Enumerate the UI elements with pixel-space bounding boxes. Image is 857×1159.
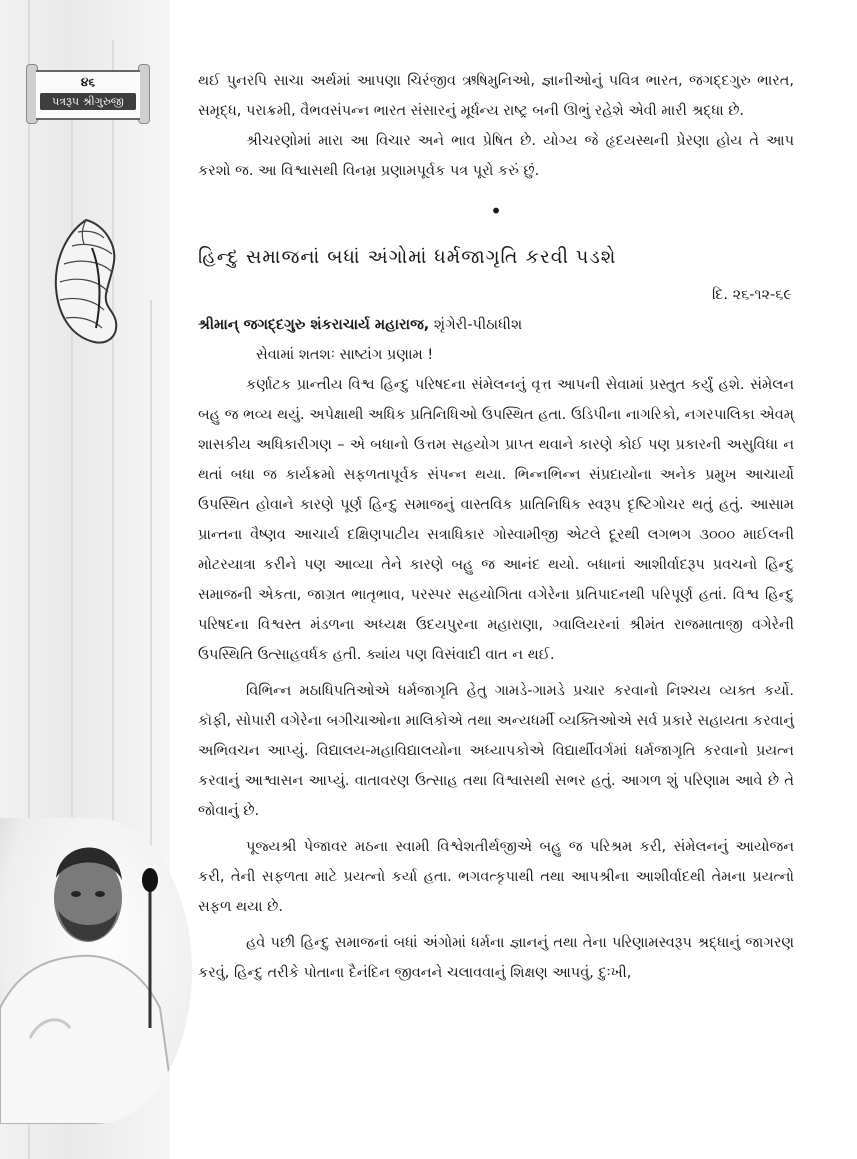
addressee-seat: શૃંગેરી-પીઠાધીશ	[429, 317, 523, 333]
letter-addressee	[198, 310, 794, 340]
page-number: ૪૬	[80, 75, 96, 89]
paragraph: શ્રીચરણોમાં મારા આ વિચાર અને ભાવ પ્રેષિત છે. યોગ્ય જે હૃદયસ્થની પ્રેરણા હોય તે આપ કરશો જ. આ વિશ્વાસથી વિનમ્ર પ્રણામપૂર્વક પત્ર પૂરો કરું છું.	[198, 133, 794, 179]
paragraph: વિભિન્ન મઠાધિપતિઓએ ધર્મજાગૃતિ હેતુ ગામડે-ગામડે પ્રચાર કરવાનો નિશ્ચય વ્યક્ત કર્યો. કૉફી, સોપારી વગેરેના બગીચાઓના માલિકોએ તથા અન્યધર્મી વ્યક્તિઓએ સર્વ પ્રકારે સહાયતા કરવાનું અભિવચન આપ્યું. વિદ્યાલય-મહાવિદ્યાલયોના અધ્યાપકોએ વિદ્યાર્થીવર્ગમાં ધર્મજાગૃતિ કરવાનો પ્રયત્ન કરવાનું આશ્વાસન આપ્યું. વાતાવરણ ઉત્સાહ તથા વિશ્વાસથી સભર હતું. આગળ શું પરિણામ આવે છે તે જોવાનું છે.	[198, 683, 794, 819]
conch-shell-icon	[48, 218, 126, 346]
page-label-scroll	[26, 64, 150, 122]
book-title: પત્રરૂપ શ્રીગુરુજી	[40, 93, 136, 110]
addressee-name: શ્રીમાન્ જગદ્દગુરુ શંકરાચાર્ય મહારાજ,	[198, 317, 430, 333]
paragraph: કર્ણાટક પ્રાન્તીય વિશ્વ હિન્દુ પરિષદના સંમેલનનું વૃત્ત આપની સેવામાં પ્રસ્તુત કર્યું હશે. સંમેલન બહુ જ ભવ્ય થયું. અપેક્ષાથી અધિક પ્રતિનિધિઓ ઉપસ્થિત હતા. ઉડિપીના નાગરિકો, નગરપાલિકા એવમ્ શાસકીય અધિકારીગણ – એ બધાનો ઉત્તમ સહયોગ પ્રાપ્ત થવાને કારણે કોઈ પણ પ્રકારની અસુવિધા ન થતાં બધા જ કાર્યક્રમો સફળતાપૂર્વક સંપન્ન થયા. ભિન્નભિન્ન સંપ્રદાયોના અનેક પ્રમુખ આચાર્યો ઉપસ્થિત હોવાને કારણે પૂર્ણ હિન્દુ સમાજનું વાસ્તવિક પ્રાતિનિધિક સ્વરૂપ દૃષ્ટિગોચર થતું હતું. આસામ પ્રાન્તના વૈષ્ણવ આચાર્ય દક્ષિણપાટીય સત્રાધિકાર ગોસ્વામીજી એટલે દૂરથી લગભગ ૩૦૦૦ માઈલની મોટરયાત્રા કરીને પણ આવ્યા તેને કારણે બહુ જ આનંદ થયો. બધાનાં આશીર્વાદરૂપ પ્રવચનો હિન્દુ સમાજની એકતા, જાગ્રત ભાતૃભાવ, પરસ્પર સહયોગિતા વગેરેના પ્રતિપાદનથી પરિપૂર્ણ હતાં. વિશ્વ હિન્દુ પરિષદના વિશ્વસ્ત મંડળના અધ્યક્ષ ઉદયપુરના મહારાણા, ગ્વાલિયરનાં શ્રીમંત રાજમાતાજી વગેરેની ઉપસ્થિતિ ઉત્સાહવર્ધક હતી. ક્યાંય પણ વિસંવાદી વાત ન થઈ.	[198, 377, 794, 663]
page-content	[198, 66, 794, 988]
paragraph: થઈ પુનરપિ સાચા અર્થમાં આપણા ચિરંજીવ ઋષિમુનિઓ, જ્ઞાનીઓનું પવિત્ર ભારત, જગદ્દગુરુ ભારત, સમૃદ્ધ, પરાક્રમી, વૈભવસંપન્ન ભારત સંસારનું મૂર્ધન્ય રાષ્ટ્ર બની ઊભું રહેશે એવી મારી શ્રદ્ધા છે.	[198, 73, 794, 119]
paragraph: પૂજ્યશ્રી પેજાવર મઠના સ્વામી વિશ્વેશતીર્થજીએ બહુ જ પરિશ્રમ કરી, સંમેલનનું આયોજન કરી, તેની સફળતા માટે પ્રયત્નો કર્યા હતા. ભગવત્કૃપાથી તથા આપશ્રીના આશીર્વાદથી તેમના પ્રયત્નો સફળ થયા છે.	[198, 839, 794, 915]
letter-date: દિ. ૨૬-૧૨-૬૯	[711, 287, 792, 303]
speaker-photo	[0, 818, 192, 1124]
paragraph: હવે પછી હિન્દુ સમાજનાં બધાં અંગોમાં ધર્મના જ્ઞાનનું તથા તેના પરિણામસ્વરૂપ શ્રદ્ધાનું જાગરણ કરવું, હિન્દુ તરીકે પોતાના દૈનંદિન જીવનને ચલાવવાનું શિક્ષણ આપવું, દુઃખી,	[198, 935, 794, 981]
section-separator: •	[490, 199, 502, 223]
speaker-illustration	[0, 818, 192, 1124]
letter-heading: હિન્દુ સમાજનાં બધાં અંગોમાં ધર્મજાગૃતિ કરવી પડશે	[198, 246, 617, 268]
letter-salutation: સેવામાં શતશઃ સાષ્ટાંગ પ્રણામ !	[256, 347, 434, 363]
